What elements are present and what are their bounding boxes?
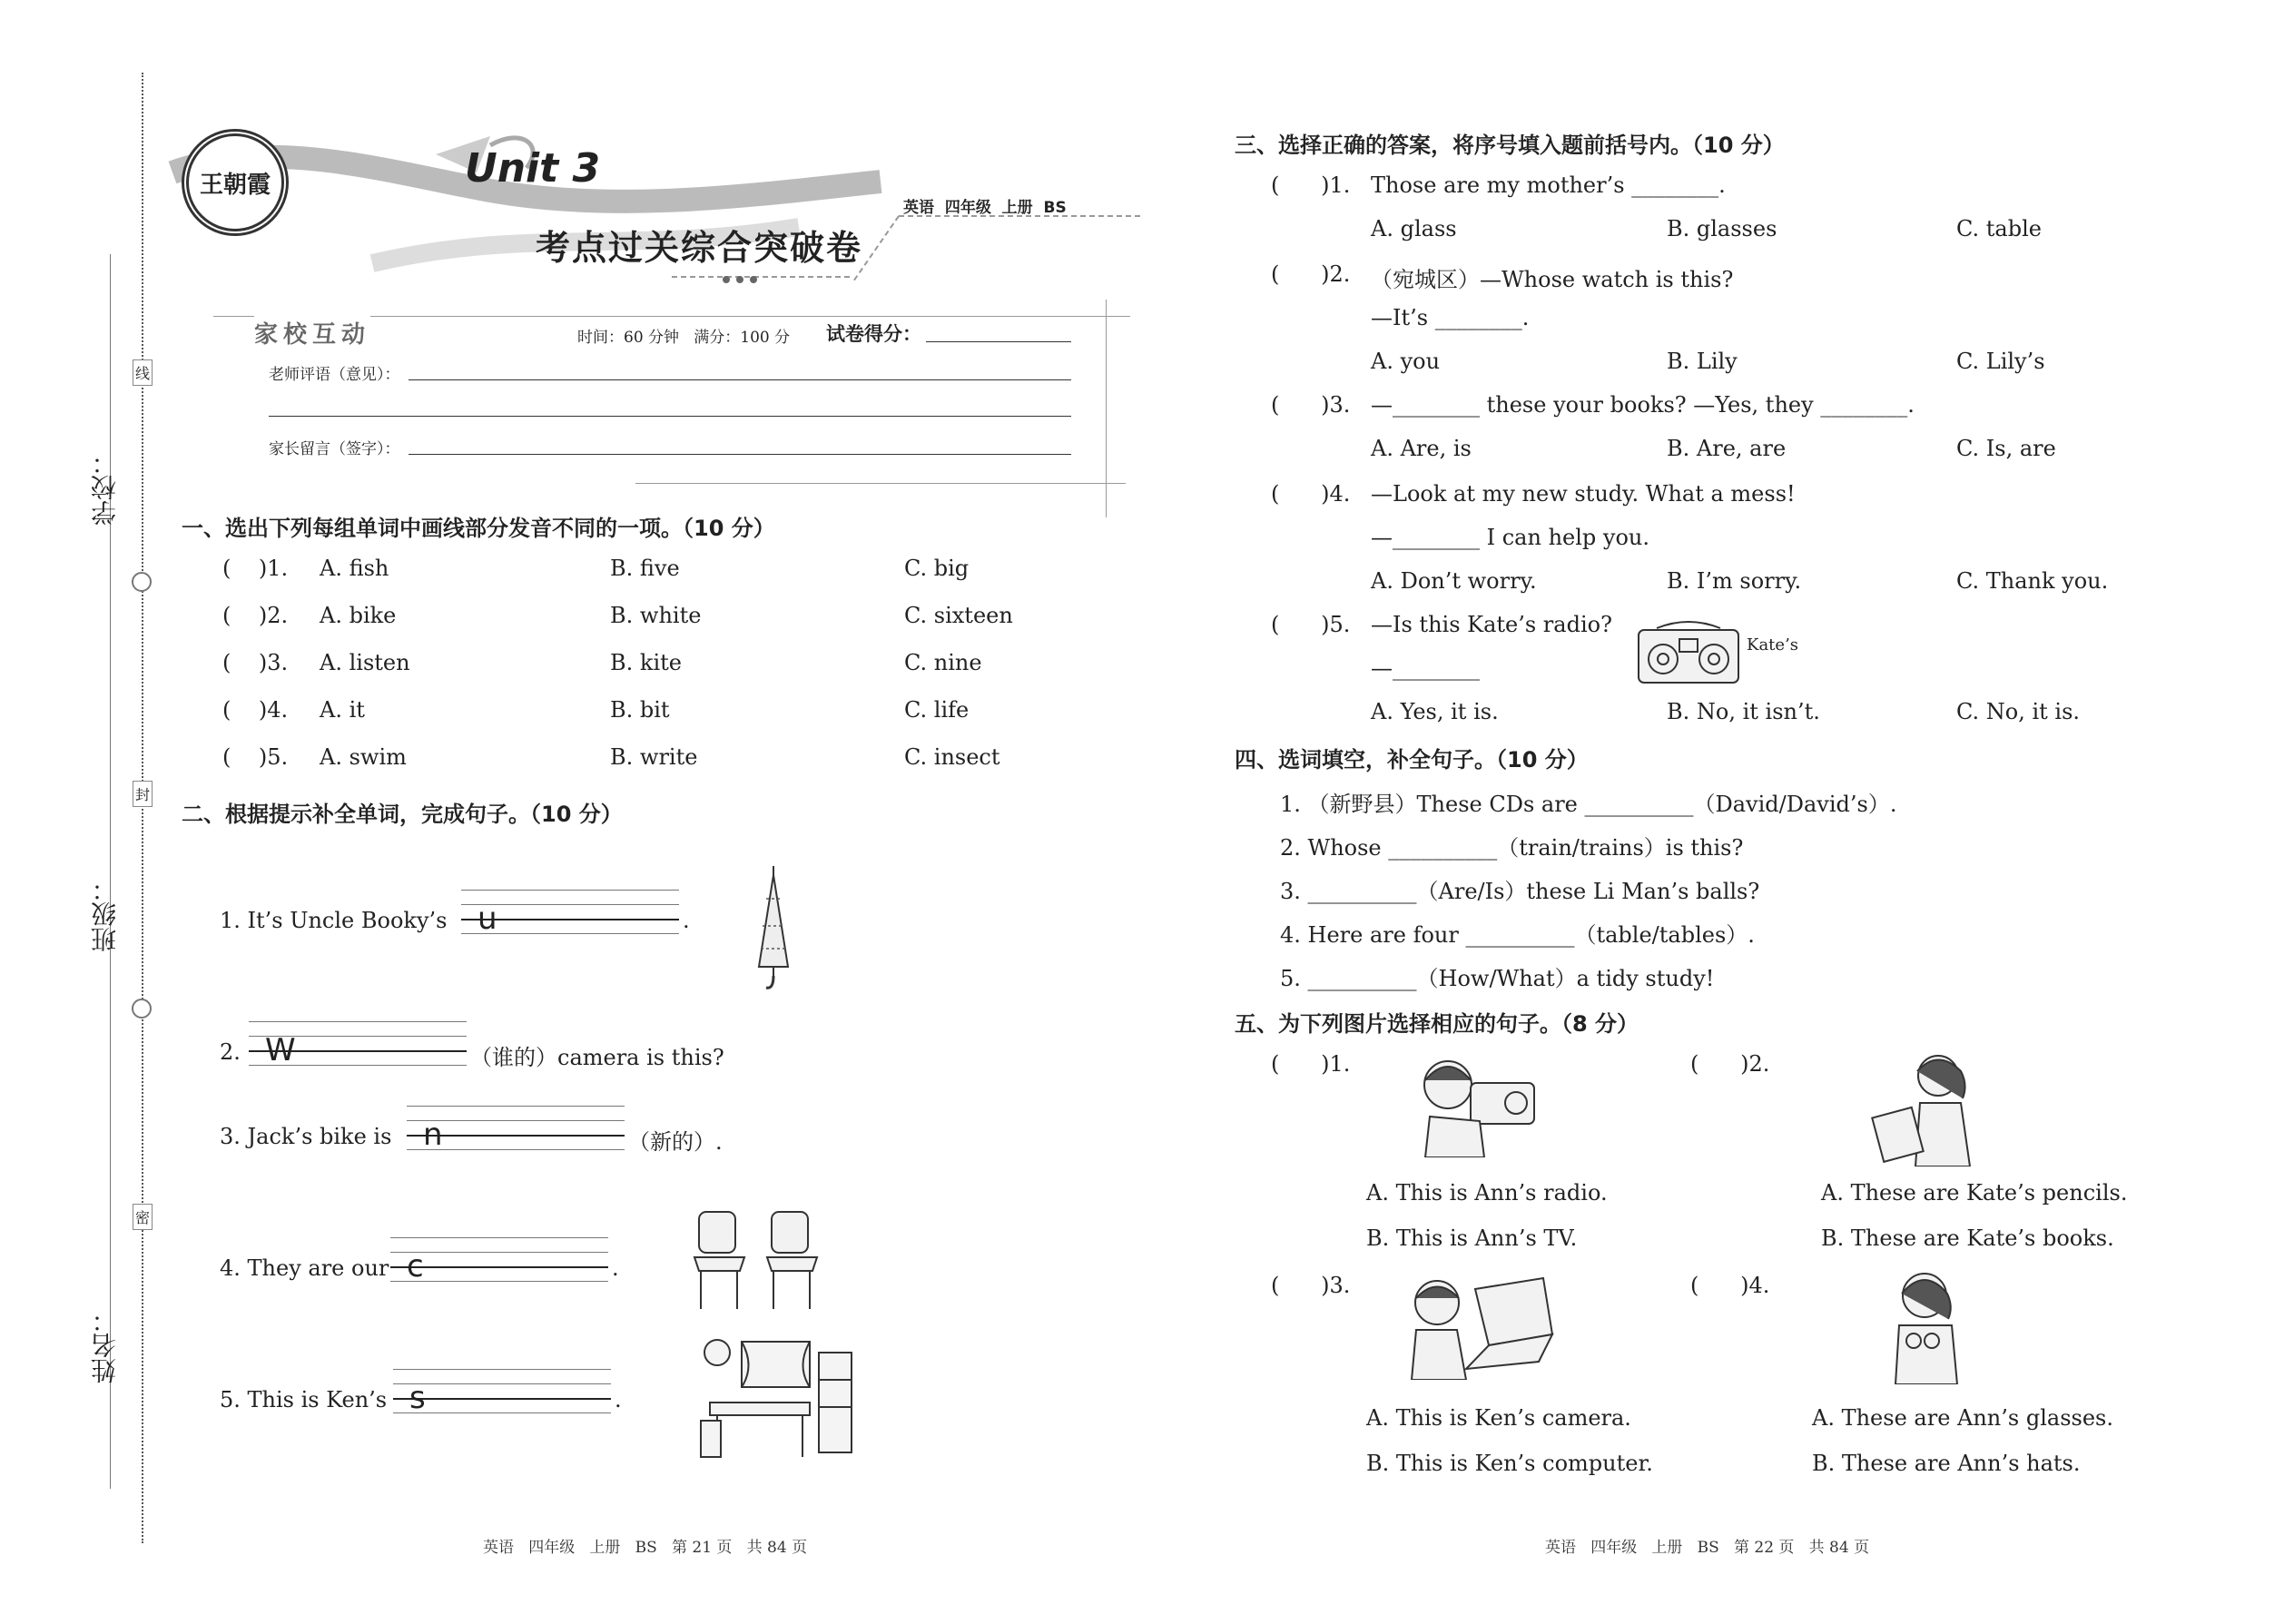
footer-right: 英语 四年级 上册 BS 第 22 页 共 84 页: [1545, 1539, 1870, 1557]
s3-option-b: B. Lily: [1667, 349, 1738, 374]
s1-option-c: C. nine: [904, 650, 982, 675]
class-label: 班级：: [90, 876, 120, 952]
umbrella-image: [744, 862, 808, 999]
section2-title: 二、根据提示补全单词，完成句子。（10 分）: [182, 802, 623, 827]
s2-sentence-start: 2.: [220, 1039, 241, 1065]
radio-image: [1634, 617, 1743, 690]
s5-option-a: A. This is Ann’s radio.: [1366, 1180, 1608, 1206]
s5-option-b: B. These are Ann’s hats.: [1812, 1451, 2081, 1476]
s1-number[interactable]: ( )5.: [222, 744, 289, 770]
s1-option-a: A. it: [320, 697, 365, 723]
binding-solid-line: [110, 254, 111, 1489]
s2-answer-field[interactable]: [393, 1369, 611, 1414]
s3-option-c: C. No, it is.: [1956, 699, 2081, 724]
s3-question: Those are my mother’s ________.: [1371, 172, 1726, 198]
s2-sentence-end: .: [683, 908, 690, 933]
s1-option-a: A. bike: [320, 603, 397, 628]
school-label: 学校：: [90, 449, 120, 526]
s3-question-line2: —It’s ________.: [1371, 305, 1530, 330]
s1-option-b: B. five: [610, 556, 680, 581]
s5-option-a: A. These are Kate’s pencils.: [1821, 1180, 2128, 1206]
s5-option-b: B. This is Ken’s computer.: [1366, 1451, 1653, 1476]
s5-option-a: A. This is Ken’s camera.: [1366, 1405, 1631, 1431]
section4-title: 四、选词填空，补全句子。（10 分）: [1235, 747, 1589, 773]
parent-comment-line[interactable]: [409, 454, 1071, 455]
s3-option-a: A. you: [1371, 349, 1441, 374]
score-line[interactable]: [926, 341, 1071, 342]
s1-option-c: C. big: [904, 556, 970, 581]
s2-sentence-end: .: [615, 1387, 622, 1412]
binding-dotted-line: [142, 73, 143, 1543]
s3-option-a: A. glass: [1371, 216, 1457, 241]
s2-hint-letter: n: [423, 1117, 443, 1153]
s3-option-b: B. No, it isn’t.: [1667, 699, 1820, 724]
girl-with-book-image: [1861, 1048, 1997, 1166]
s3-option-c: C. Thank you.: [1956, 568, 2109, 594]
s3-number[interactable]: ( )2.: [1271, 261, 1351, 287]
s3-option-b: B. Are, are: [1667, 436, 1787, 461]
s1-option-c: C. life: [904, 697, 970, 723]
s3-number[interactable]: ( )4.: [1271, 481, 1351, 507]
home-school-tag: 家校互动: [254, 316, 370, 349]
s1-option-b: B. white: [610, 603, 702, 628]
unit-title: Unit 3: [465, 145, 601, 192]
s1-number[interactable]: ( )2.: [222, 603, 289, 628]
teacher-comment-line-2[interactable]: [269, 416, 1071, 417]
binding-mark-secret: 密: [133, 1204, 153, 1230]
s2-sentence-start: 5. This is Ken’s: [220, 1387, 388, 1412]
s3-option-c: C. Is, are: [1956, 436, 2056, 461]
score-label: 试卷得分：: [826, 323, 921, 345]
section3-title: 三、选择正确的答案，将序号填入题前括号内。（10 分）: [1235, 133, 1785, 158]
binding-mark-line: 线: [133, 359, 153, 386]
s2-sentence-start: 3. Jack’s bike is: [220, 1124, 392, 1149]
study-room-image: [692, 1334, 855, 1462]
s1-number[interactable]: ( )3.: [222, 650, 289, 675]
s4-item[interactable]: 2. Whose __________（train/trains）is this?: [1280, 835, 1744, 861]
s3-number[interactable]: ( )3.: [1271, 392, 1351, 418]
girl-with-glasses-image: [1870, 1266, 1979, 1384]
s4-item[interactable]: 4. Here are four __________（table/tables）.: [1280, 922, 1755, 948]
s5-number[interactable]: ( )4.: [1690, 1273, 1770, 1298]
brand-logo: [182, 129, 289, 236]
s1-option-a: A. swim: [320, 744, 407, 770]
s5-option-b: B. These are Kate’s books.: [1821, 1225, 2114, 1251]
s5-option-b: B. This is Ann’s TV.: [1366, 1225, 1578, 1251]
s2-sentence-start: 4. They are our: [220, 1255, 389, 1281]
s5-number[interactable]: ( )3.: [1271, 1273, 1351, 1298]
parent-comment-label: 家长留言（签字）：: [269, 440, 400, 458]
s2-sentence-end: .: [612, 1255, 619, 1281]
s2-hint-letter: W: [265, 1032, 296, 1068]
s3-option-b: B. glasses: [1667, 216, 1777, 241]
s3-option-a: A. Are, is: [1371, 436, 1472, 461]
teacher-comment-line[interactable]: [409, 379, 1071, 380]
home-school-frame-bottom: [635, 483, 1126, 484]
s1-number[interactable]: ( )4.: [222, 697, 289, 723]
s2-sentence-end: （新的）.: [628, 1129, 723, 1155]
s1-option-c: C. sixteen: [904, 603, 1013, 628]
meta-tags: 英语 四年级 上册 BS: [903, 199, 1067, 217]
s2-hint-letter: u: [478, 901, 497, 937]
s2-sentence-start: 1. It’s Uncle Booky’s: [220, 908, 448, 933]
s3-question: —Look at my new study. What a mess!: [1371, 481, 1796, 507]
s3-option-a: A. Yes, it is.: [1371, 699, 1499, 724]
name-label: 姓名：: [90, 1307, 120, 1383]
s1-option-b: B. bit: [610, 697, 670, 723]
s3-option-b: B. I’m sorry.: [1667, 568, 1802, 594]
s1-option-c: C. insect: [904, 744, 1000, 770]
time-info: 时间：60 分钟 满分：100 分: [577, 329, 791, 347]
s3-option-c: C. Lily’s: [1956, 349, 2045, 374]
binding-circle-1: [132, 572, 152, 592]
s3-question: —________ these your books? —Yes, they ________.: [1371, 392, 1915, 418]
home-school-frame-right: [1106, 300, 1107, 517]
chairs-image: [690, 1207, 844, 1316]
s2-hint-letter: c: [407, 1248, 424, 1284]
s3-number[interactable]: ( )1.: [1271, 172, 1351, 198]
s1-option-a: A. fish: [320, 556, 389, 581]
radio-label: Kate’s: [1747, 635, 1799, 655]
girl-with-radio-image: [1407, 1048, 1552, 1157]
s3-number[interactable]: ( )5.: [1271, 612, 1351, 637]
section5-title: 五、为下列图片选择相应的句子。（8 分）: [1235, 1011, 1639, 1037]
boy-with-laptop-image: [1403, 1271, 1557, 1380]
s1-option-b: B. write: [610, 744, 698, 770]
s2-sentence-end: （谁的）camera is this?: [470, 1045, 724, 1070]
binding-mark-seal: 封: [133, 781, 153, 807]
s2-hint-letter: s: [409, 1380, 426, 1416]
s4-item[interactable]: 5. __________（How/What）a tidy study!: [1280, 966, 1715, 991]
s1-option-a: A. listen: [320, 650, 410, 675]
s5-number[interactable]: ( )1.: [1271, 1051, 1351, 1077]
exam-subtitle: 考点过关综合突破卷: [536, 227, 863, 268]
s4-item[interactable]: 1. （新野县）These CDs are __________（David/David’s）.: [1280, 792, 1897, 817]
binding-circle-2: [132, 999, 152, 1019]
teacher-comment-label: 老师评语（意见）：: [269, 366, 400, 384]
section1-title: 一、选出下列每组单词中画线部分发音不同的一项。（10 分）: [182, 516, 775, 541]
s3-question: —Is this Kate’s radio?: [1371, 612, 1612, 637]
footer-left: 英语 四年级 上册 BS 第 21 页 共 84 页: [483, 1539, 808, 1557]
s3-option-c: C. table: [1956, 216, 2042, 241]
s1-number[interactable]: ( )1.: [222, 556, 289, 581]
logo-text: 王朝霞: [199, 171, 271, 199]
s5-number[interactable]: ( )2.: [1690, 1051, 1770, 1077]
s3-question-line2: —________: [1371, 655, 1480, 681]
s1-option-b: B. kite: [610, 650, 682, 675]
s5-option-a: A. These are Ann’s glasses.: [1812, 1405, 2113, 1431]
s3-option-a: A. Don’t worry.: [1371, 568, 1537, 594]
s3-question-line2: —________ I can help you.: [1371, 525, 1649, 550]
s3-question: （宛城区）—Whose watch is this?: [1371, 267, 1734, 292]
s4-item[interactable]: 3. __________（Are/Is）these Li Man’s balls?: [1280, 879, 1760, 904]
